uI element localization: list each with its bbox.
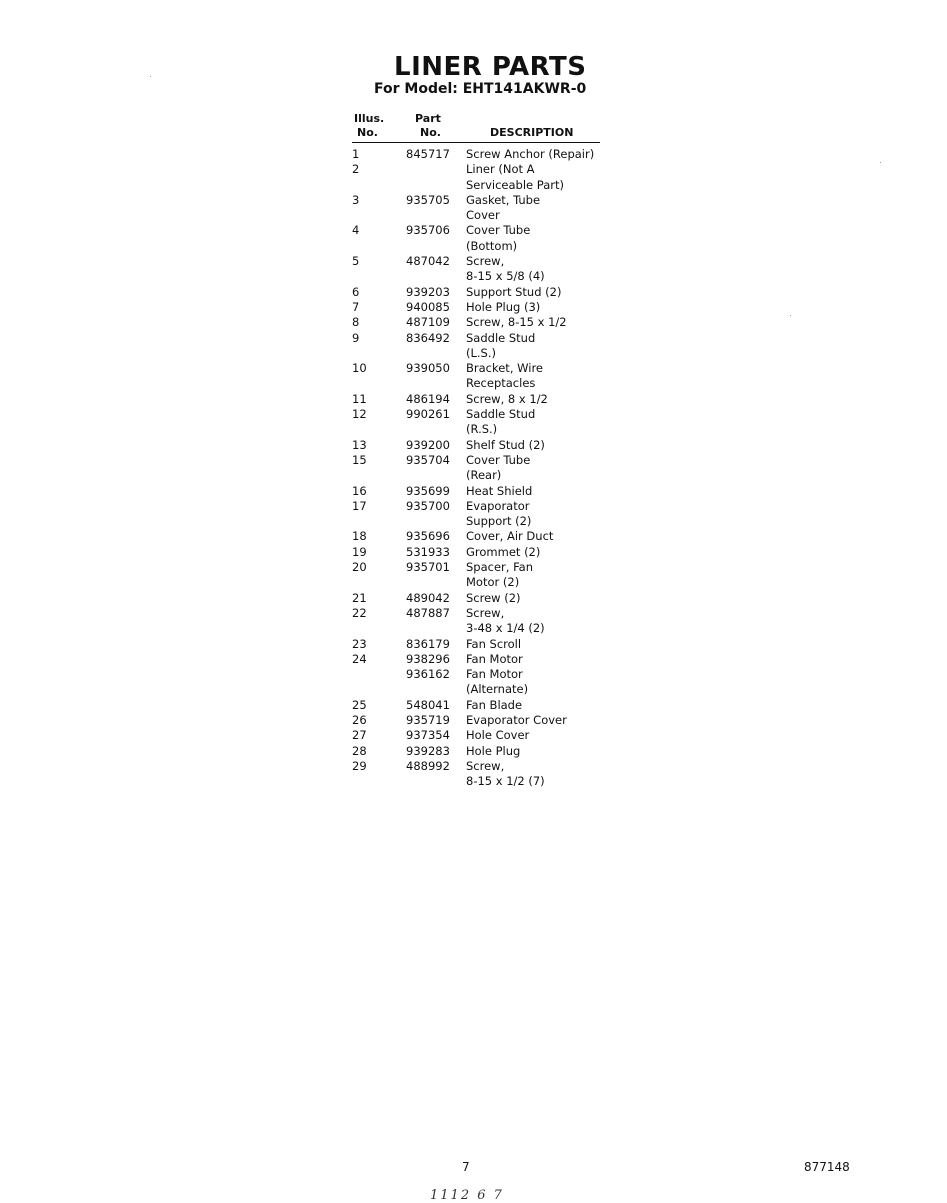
description-line: Cover bbox=[466, 208, 500, 223]
illus-number: 12 bbox=[352, 407, 367, 422]
table-row bbox=[352, 529, 622, 544]
description-line: Screw Anchor (Repair) bbox=[466, 147, 595, 161]
page-number: 7 bbox=[462, 1160, 470, 1174]
illus-number: 27 bbox=[352, 728, 367, 743]
illus-number: 15 bbox=[352, 452, 367, 467]
part-description bbox=[466, 667, 622, 698]
part-number: 548041 bbox=[406, 697, 450, 712]
illus-number: 10 bbox=[352, 361, 367, 376]
part-description bbox=[466, 162, 622, 193]
description-line: Gasket, Tube bbox=[466, 192, 541, 207]
description-line: (Bottom) bbox=[466, 238, 518, 253]
header-illus-line1: Illus. bbox=[354, 112, 385, 125]
table-row bbox=[352, 591, 622, 606]
illus-number: 8 bbox=[352, 315, 360, 330]
illus-number: 16 bbox=[352, 483, 367, 498]
page-title: LINER PARTS bbox=[394, 52, 587, 82]
illus-number: 21 bbox=[352, 590, 367, 605]
illus-number: 18 bbox=[352, 529, 367, 544]
illus-number: 4 bbox=[352, 223, 360, 238]
description-line: Screw, bbox=[466, 605, 505, 620]
description-line: Fan Motor bbox=[466, 651, 523, 666]
part-description bbox=[466, 453, 622, 484]
header-part-line2: No. bbox=[420, 126, 441, 139]
description-line: Cover Tube bbox=[466, 223, 531, 238]
description-line: Liner (Not A bbox=[466, 162, 535, 177]
description-line: 8-15 x 1/2 (7) bbox=[466, 774, 545, 789]
part-description bbox=[466, 545, 622, 560]
description-line: Shelf Stud (2) bbox=[466, 437, 545, 452]
part-number: 935705 bbox=[406, 192, 450, 207]
description-line: Screw, 8-15 x 1/2 bbox=[466, 315, 567, 330]
description-line: Screw, bbox=[466, 758, 505, 773]
part-description bbox=[466, 285, 622, 300]
illus-number: 7 bbox=[352, 299, 360, 314]
header-description: DESCRIPTION bbox=[490, 126, 574, 139]
description-line: 8-15 x 5/8 (4) bbox=[466, 269, 545, 284]
illus-number: 20 bbox=[352, 560, 367, 575]
table-row bbox=[352, 499, 622, 530]
table-row bbox=[352, 560, 622, 591]
illus-number bbox=[352, 667, 406, 698]
part-number: 939200 bbox=[406, 437, 450, 452]
table-row bbox=[352, 407, 622, 438]
part-number: 488992 bbox=[406, 758, 450, 773]
illus-number: 11 bbox=[352, 391, 367, 406]
scan-speck bbox=[150, 76, 151, 77]
description-line: Fan Scroll bbox=[466, 636, 522, 651]
part-number: 938296 bbox=[406, 651, 450, 666]
description-line: (Rear) bbox=[466, 468, 502, 483]
illus-number: 23 bbox=[352, 636, 367, 651]
table-row bbox=[352, 361, 622, 392]
scan-speck bbox=[790, 315, 791, 316]
illus-number: 2 bbox=[352, 162, 360, 177]
part-description bbox=[466, 147, 622, 162]
part-number: 836179 bbox=[406, 636, 450, 651]
illus-number: 24 bbox=[352, 651, 367, 666]
part-number: 935704 bbox=[406, 452, 450, 467]
description-line: Hole Cover bbox=[466, 728, 530, 743]
illus-number: 26 bbox=[352, 712, 367, 727]
table-row bbox=[352, 698, 622, 713]
part-number: 935699 bbox=[406, 483, 450, 498]
description-line: Evaporator bbox=[466, 498, 530, 513]
table-row bbox=[352, 744, 622, 759]
description-line: Screw, bbox=[466, 254, 505, 269]
table-row bbox=[352, 667, 622, 698]
illus-number: 29 bbox=[352, 758, 367, 773]
part-description bbox=[466, 591, 622, 606]
description-line: 3-48 x 1/4 (2) bbox=[466, 621, 545, 636]
part-number: 487887 bbox=[406, 605, 450, 620]
part-description bbox=[466, 392, 622, 407]
part-number: 531933 bbox=[406, 544, 450, 559]
part-description bbox=[466, 652, 622, 667]
table-row bbox=[352, 147, 622, 162]
illus-number: 3 bbox=[352, 192, 360, 207]
table-row bbox=[352, 637, 622, 652]
parts-table-body bbox=[352, 147, 622, 789]
part-number: 935701 bbox=[406, 560, 450, 575]
part-description bbox=[466, 484, 622, 499]
table-row bbox=[352, 392, 622, 407]
part-description bbox=[466, 438, 622, 453]
part-number: 935706 bbox=[406, 223, 450, 238]
description-line: (L.S.) bbox=[466, 345, 496, 360]
table-row bbox=[352, 193, 622, 224]
illus-number: 1 bbox=[352, 147, 360, 161]
illus-number: 28 bbox=[352, 743, 367, 758]
illus-number: 19 bbox=[352, 544, 367, 559]
description-line: (R.S.) bbox=[466, 422, 498, 437]
description-line: Support Stud (2) bbox=[466, 284, 562, 299]
table-row bbox=[352, 285, 622, 300]
parts-table bbox=[352, 147, 622, 789]
part-number: 487109 bbox=[406, 315, 450, 330]
description-line: Evaporator Cover bbox=[466, 712, 567, 727]
illus-number: 5 bbox=[352, 254, 360, 269]
part-number: 939283 bbox=[406, 743, 450, 758]
table-row bbox=[352, 728, 622, 743]
part-number: 939050 bbox=[406, 361, 450, 376]
illus-number: 17 bbox=[352, 498, 367, 513]
table-row bbox=[352, 254, 622, 285]
part-number: 940085 bbox=[406, 299, 450, 314]
part-description bbox=[466, 193, 622, 224]
description-line: Receptacles bbox=[466, 376, 536, 391]
illus-number: 6 bbox=[352, 284, 360, 299]
part-description bbox=[466, 637, 622, 652]
part-number: 486194 bbox=[406, 391, 450, 406]
header-part-line1: Part bbox=[415, 112, 441, 125]
description-line: Cover, Air Duct bbox=[466, 529, 554, 544]
description-line: Serviceable Part) bbox=[466, 177, 564, 192]
illus-number: 13 bbox=[352, 437, 367, 452]
description-line: Support (2) bbox=[466, 514, 532, 529]
header-illus-line2: No. bbox=[357, 126, 378, 139]
description-line: Fan Motor bbox=[466, 667, 523, 682]
part-description bbox=[466, 698, 622, 713]
part-description bbox=[466, 728, 622, 743]
description-line: Motor (2) bbox=[466, 575, 520, 590]
part-number: 936162 bbox=[406, 667, 450, 682]
part-description bbox=[466, 254, 622, 285]
description-line: Screw, 8 x 1/2 bbox=[466, 391, 548, 406]
part-description bbox=[466, 560, 622, 591]
description-line: Heat Shield bbox=[466, 483, 533, 498]
part-number bbox=[406, 162, 466, 193]
description-line: Saddle Stud bbox=[466, 330, 536, 345]
part-description bbox=[466, 361, 622, 392]
part-description bbox=[466, 331, 622, 362]
description-line: Screw (2) bbox=[466, 590, 521, 605]
part-description bbox=[466, 606, 622, 637]
part-number: 935696 bbox=[406, 529, 450, 544]
part-description bbox=[466, 499, 622, 530]
part-description bbox=[466, 744, 622, 759]
illus-number: 25 bbox=[352, 697, 367, 712]
illus-number: 22 bbox=[352, 605, 367, 620]
part-description bbox=[466, 300, 622, 315]
document-number: 877148 bbox=[804, 1160, 850, 1174]
part-number: 489042 bbox=[406, 590, 450, 605]
table-row bbox=[352, 162, 622, 193]
table-row bbox=[352, 759, 622, 790]
description-line: Fan Blade bbox=[466, 697, 523, 712]
part-number: 937354 bbox=[406, 728, 450, 743]
header-rule bbox=[352, 142, 600, 143]
description-line: Hole Plug bbox=[466, 743, 521, 758]
part-description bbox=[466, 713, 622, 728]
part-description bbox=[466, 759, 622, 790]
description-line: Grommet (2) bbox=[466, 544, 541, 559]
table-row bbox=[352, 315, 622, 330]
part-number: 935700 bbox=[406, 498, 450, 513]
description-line: Hole Plug (3) bbox=[466, 299, 541, 314]
table-row bbox=[352, 606, 622, 637]
table-row bbox=[352, 438, 622, 453]
part-number: 487042 bbox=[406, 254, 450, 269]
description-line: Cover Tube bbox=[466, 452, 531, 467]
part-description bbox=[466, 223, 622, 254]
table-row bbox=[352, 484, 622, 499]
part-number: 836492 bbox=[406, 330, 450, 345]
table-row bbox=[352, 300, 622, 315]
part-description bbox=[466, 529, 622, 544]
table-row bbox=[352, 331, 622, 362]
description-line: Spacer, Fan bbox=[466, 560, 533, 575]
part-number: 990261 bbox=[406, 407, 450, 422]
part-number: 939203 bbox=[406, 284, 450, 299]
part-number: 845717 bbox=[406, 147, 450, 161]
table-row bbox=[352, 223, 622, 254]
description-line: (Alternate) bbox=[466, 682, 529, 697]
model-subtitle: For Model: EHT141AKWR-0 bbox=[374, 81, 587, 97]
illus-number: 9 bbox=[352, 330, 360, 345]
scan-speck bbox=[880, 162, 881, 163]
part-description bbox=[466, 315, 622, 330]
part-number: 935719 bbox=[406, 712, 450, 727]
handwritten-note: 1112 6 7 bbox=[430, 1188, 504, 1203]
table-row bbox=[352, 453, 622, 484]
part-description bbox=[466, 407, 622, 438]
table-row bbox=[352, 713, 622, 728]
description-line: Bracket, Wire bbox=[466, 361, 543, 376]
description-line: Saddle Stud bbox=[466, 407, 536, 422]
table-row bbox=[352, 545, 622, 560]
table-row bbox=[352, 652, 622, 667]
